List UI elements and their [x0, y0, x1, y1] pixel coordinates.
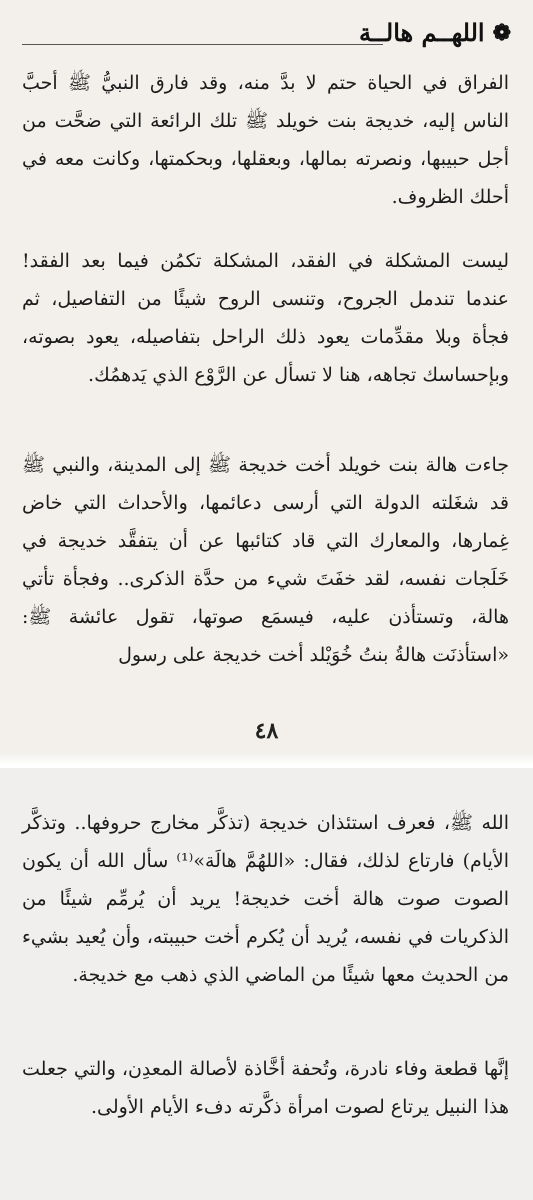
page-number: ٤٨	[254, 718, 279, 744]
paragraph: الفراق في الحياة حتم لا بدَّ منه، وقد فارق النبيُّ ﷺ أحبَّ الناس إليه، خديجة بنت خويلد ﷺ تلك الرائعة التي ضحَّت من أجل حبيبها، ونصرته بمالها، وبعقلها، وبحكمتها، وكانت معه في أحلك الظروف.	[22, 72, 509, 208]
paragraph: ليست المشكلة في الفقد، المشكلة تكمُن فيما بعد الفقد! عندما تندمل الجروح، وتنسى الروح شيئًا من التفاصيل، ثم فجأة وبلا مقدِّمات يعود ذلك الراحل بتفاصيله، يعود بصوته، وبإحساسك تجاهه، هنا لا تسأل عن الرَّوْع الذي يَدهمُك.	[22, 250, 509, 386]
book-page-49	[0, 768, 533, 1200]
paragraph: الله ﷺ، فعرف استئذان خديجة (تذكَّر مخارج حروفها.. وتذكَّر الأيام) فارتاع لذلك، فقال: «اللهُمَّ هالَة»⁽¹⁾ سأل الله أن يكون الصوت صوت هالة أخت خديجة! يريد أن يُرمِّم شيئًا من الذكريات في نفسه، يُريد أن يُكرم أخت حبيبته، وأن يُعيد بشيء من الحديث معها شيئًا من الماضي الذي ذهب مع خديجة.	[22, 812, 510, 986]
flower-ornament-icon: ❁	[492, 19, 511, 46]
chapter-header	[359, 18, 511, 47]
paragraph: جاءت هالة بنت خويلد أخت خديجة ﷺ إلى المدينة، والنبي ﷺ قد شغَلته الدولة التي أرسى دعائمها، والأحداث التي خاض غِمارها، والمعارك التي قاد كتائبها عن أن يتفقَّد خديجة في خَلَجات نفسه، لقد خفَتَ شيء من حدَّة الذكرى.. وفجأة تأتي هالة، وتستأذن عليه، فيسمَع صوتها، تقول عائشة ﷺ: «استأذنَت هالةُ بنتُ خُوَيْلد أخت خديجة على رسول	[22, 454, 509, 666]
header-divider	[22, 44, 383, 45]
paragraph: إنَّها قطعة وفاء نادرة، وتُحفة أخَّاذة لأصالة المعدِن، والتي جعلت هذا النبيل يرتاع لصوت امرأة ذكَّرته دفء الأيام الأولى.	[22, 1058, 509, 1118]
chapter-title: اللهــم هالــة	[358, 18, 485, 47]
